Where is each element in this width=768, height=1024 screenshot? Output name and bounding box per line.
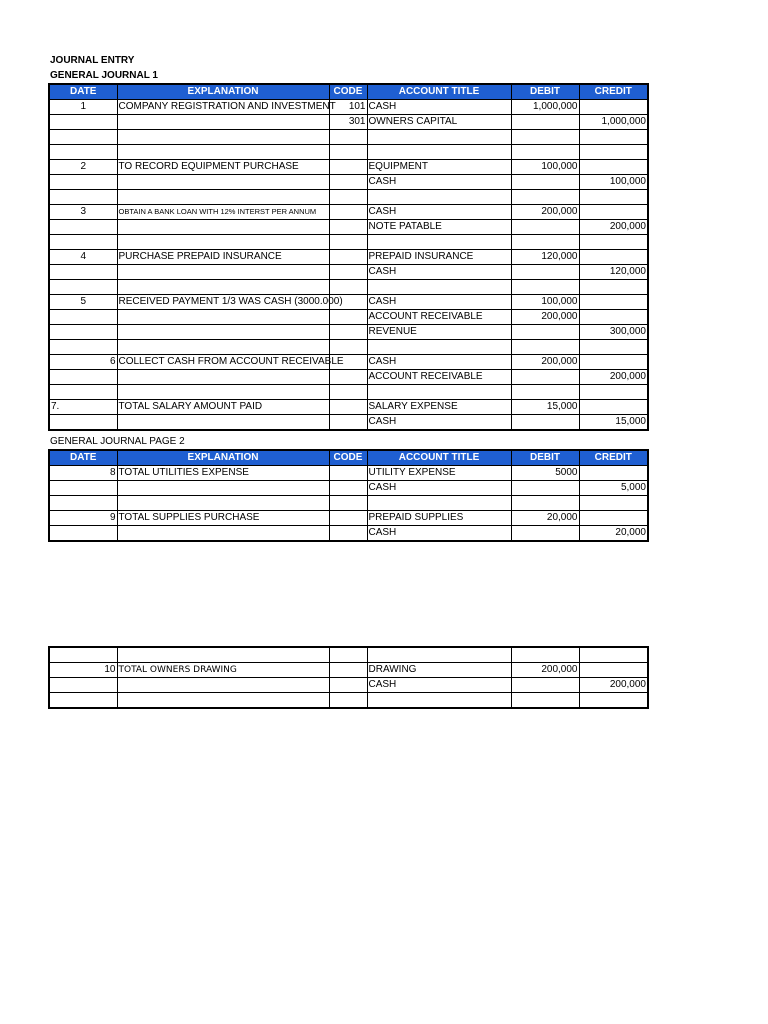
- cell-date[interactable]: [49, 115, 117, 130]
- cell-account-title[interactable]: [367, 496, 511, 511]
- cell-debit[interactable]: [511, 115, 579, 130]
- cell-account-title[interactable]: ACCOUNT RECEIVABLE: [367, 370, 511, 385]
- cell-account-title[interactable]: [367, 280, 511, 295]
- cell-credit[interactable]: [579, 647, 648, 663]
- cell-credit[interactable]: 20,000: [579, 526, 648, 542]
- cell-date[interactable]: [49, 678, 117, 693]
- cell-account-title[interactable]: NOTE PATABLE: [367, 220, 511, 235]
- cell-code[interactable]: [329, 325, 367, 340]
- cell-explanation[interactable]: [117, 325, 329, 340]
- cell-code[interactable]: [329, 310, 367, 325]
- col-header-date: DATE: [49, 84, 117, 100]
- table-row: [49, 250, 648, 265]
- table-row: [49, 310, 648, 325]
- cell-credit[interactable]: 100,000: [579, 175, 648, 190]
- cell-explanation[interactable]: OBTAIN A BANK LOAN WITH 12% INTERST PER ANNUM: [117, 205, 329, 220]
- cell-date[interactable]: [49, 496, 117, 511]
- table-row: [49, 175, 648, 190]
- cell-account-title[interactable]: [367, 190, 511, 205]
- cell-date[interactable]: 3: [49, 205, 117, 220]
- general-journal-1-title: GENERAL JOURNAL 1: [50, 70, 158, 81]
- cell-explanation[interactable]: [117, 385, 329, 400]
- cell-account-title[interactable]: [367, 340, 511, 355]
- cell-date[interactable]: [49, 235, 117, 250]
- cell-account-title[interactable]: CASH: [367, 205, 511, 220]
- table-row: [49, 100, 648, 115]
- cell-debit[interactable]: [511, 647, 579, 663]
- cell-debit[interactable]: 100,000: [511, 160, 579, 175]
- general-journal-3-table: [48, 646, 649, 709]
- cell-explanation[interactable]: [117, 190, 329, 205]
- cell-account-title[interactable]: CASH: [367, 265, 511, 280]
- cell-code[interactable]: 101: [329, 100, 367, 115]
- cell-credit[interactable]: [579, 145, 648, 160]
- cell-credit[interactable]: [579, 280, 648, 295]
- table-row: [49, 663, 648, 678]
- cell-code[interactable]: [329, 415, 367, 431]
- cell-credit[interactable]: [579, 400, 648, 415]
- cell-code[interactable]: [329, 647, 367, 663]
- cell-credit[interactable]: [579, 340, 648, 355]
- cell-code[interactable]: [329, 160, 367, 175]
- general-journal-2-title: GENERAL JOURNAL PAGE 2: [50, 436, 185, 447]
- cell-account-title[interactable]: PREPAID SUPPLIES: [367, 511, 511, 526]
- col-header-credit: CREDIT: [579, 84, 648, 100]
- table-row: [49, 526, 648, 542]
- table-row: [49, 678, 648, 693]
- general-journal-2-table: [48, 449, 649, 542]
- cell-debit[interactable]: 20,000: [511, 511, 579, 526]
- cell-debit[interactable]: [511, 220, 579, 235]
- cell-code[interactable]: [329, 340, 367, 355]
- cell-explanation[interactable]: TOTAL UTILITIES EXPENSE: [117, 466, 329, 481]
- cell-code[interactable]: [329, 280, 367, 295]
- table-row: [49, 415, 648, 431]
- cell-credit[interactable]: 200,000: [579, 678, 648, 693]
- journal-2-body: [49, 466, 648, 542]
- col-header-debit: DEBIT: [511, 84, 579, 100]
- table-row: [49, 385, 648, 400]
- cell-code[interactable]: [329, 678, 367, 693]
- cell-date[interactable]: [49, 415, 117, 431]
- table-row: [49, 693, 648, 709]
- table-row: [49, 355, 648, 370]
- cell-explanation[interactable]: [117, 235, 329, 250]
- cell-debit[interactable]: [511, 175, 579, 190]
- cell-code[interactable]: [329, 693, 367, 709]
- cell-debit[interactable]: [511, 130, 579, 145]
- cell-code[interactable]: [329, 481, 367, 496]
- cell-debit[interactable]: 200,000: [511, 205, 579, 220]
- cell-credit[interactable]: [579, 511, 648, 526]
- cell-explanation[interactable]: [117, 310, 329, 325]
- cell-date[interactable]: 2: [49, 160, 117, 175]
- table-row: [49, 340, 648, 355]
- cell-explanation[interactable]: [117, 496, 329, 511]
- cell-explanation[interactable]: [117, 526, 329, 542]
- journal-3-body: [49, 647, 648, 708]
- col-header-date: DATE: [49, 450, 117, 466]
- cell-explanation[interactable]: [117, 265, 329, 280]
- cell-explanation[interactable]: [117, 175, 329, 190]
- cell-code[interactable]: [329, 370, 367, 385]
- cell-credit[interactable]: 5,000: [579, 481, 648, 496]
- cell-credit[interactable]: 1,000,000: [579, 115, 648, 130]
- cell-explanation[interactable]: TOTAL OWNERS DRAWING: [117, 663, 329, 678]
- cell-debit[interactable]: 1,000,000: [511, 100, 579, 115]
- cell-explanation[interactable]: TO RECORD EQUIPMENT PURCHASE: [117, 160, 329, 175]
- cell-account-title[interactable]: REVENUE: [367, 325, 511, 340]
- cell-debit[interactable]: [511, 693, 579, 709]
- cell-credit[interactable]: [579, 355, 648, 370]
- cell-credit[interactable]: [579, 466, 648, 481]
- cell-account-title[interactable]: CASH: [367, 175, 511, 190]
- cell-account-title[interactable]: CASH: [367, 415, 511, 431]
- cell-account-title[interactable]: ACCOUNT RECEIVABLE: [367, 310, 511, 325]
- cell-credit[interactable]: [579, 693, 648, 709]
- cell-code[interactable]: [329, 663, 367, 678]
- cell-code[interactable]: [329, 220, 367, 235]
- table-row: [49, 647, 648, 663]
- cell-debit[interactable]: 200,000: [511, 663, 579, 678]
- cell-account-title[interactable]: [367, 130, 511, 145]
- cell-account-title[interactable]: DRAWING: [367, 663, 511, 678]
- cell-debit[interactable]: [511, 496, 579, 511]
- cell-debit[interactable]: [511, 265, 579, 280]
- journal-1-body: [49, 100, 648, 431]
- cell-explanation[interactable]: PURCHASE PREPAID INSURANCE: [117, 250, 329, 265]
- cell-account-title[interactable]: EQUIPMENT: [367, 160, 511, 175]
- cell-credit[interactable]: 15,000: [579, 415, 648, 431]
- cell-explanation[interactable]: [117, 280, 329, 295]
- cell-credit[interactable]: [579, 496, 648, 511]
- cell-date[interactable]: 5: [49, 295, 117, 310]
- cell-date[interactable]: [49, 280, 117, 295]
- cell-credit[interactable]: 200,000: [579, 370, 648, 385]
- cell-credit[interactable]: [579, 310, 648, 325]
- table-header-row: [49, 84, 648, 100]
- cell-code[interactable]: [329, 235, 367, 250]
- general-journal-1-table: [48, 83, 649, 431]
- cell-debit[interactable]: [511, 235, 579, 250]
- col-header-account-title: ACCOUNT TITLE: [367, 450, 511, 466]
- cell-code[interactable]: [329, 400, 367, 415]
- table-row: [49, 160, 648, 175]
- cell-credit[interactable]: [579, 235, 648, 250]
- table-row: [49, 325, 648, 340]
- cell-debit[interactable]: [511, 678, 579, 693]
- cell-explanation[interactable]: [117, 678, 329, 693]
- cell-credit[interactable]: 300,000: [579, 325, 648, 340]
- cell-code[interactable]: [329, 511, 367, 526]
- table-row: [49, 265, 648, 280]
- cell-date[interactable]: [49, 220, 117, 235]
- table-row: [49, 115, 648, 130]
- cell-account-title[interactable]: [367, 235, 511, 250]
- cell-explanation[interactable]: [117, 481, 329, 496]
- cell-date[interactable]: 10: [49, 663, 117, 678]
- journal-entry-title: JOURNAL ENTRY: [50, 55, 135, 66]
- col-header-explanation: EXPLANATION: [117, 84, 329, 100]
- cell-code[interactable]: [329, 145, 367, 160]
- cell-date[interactable]: 6: [49, 355, 117, 370]
- cell-debit[interactable]: 200,000: [511, 310, 579, 325]
- cell-credit[interactable]: [579, 190, 648, 205]
- cell-date[interactable]: [49, 145, 117, 160]
- cell-explanation[interactable]: [117, 647, 329, 663]
- cell-account-title[interactable]: CASH: [367, 481, 511, 496]
- cell-debit[interactable]: [511, 481, 579, 496]
- cell-debit[interactable]: 15,000: [511, 400, 579, 415]
- cell-code[interactable]: [329, 205, 367, 220]
- table-row: [49, 295, 648, 310]
- cell-debit[interactable]: [511, 340, 579, 355]
- cell-debit[interactable]: [511, 145, 579, 160]
- cell-explanation[interactable]: [117, 130, 329, 145]
- cell-credit[interactable]: [579, 250, 648, 265]
- cell-credit[interactable]: [579, 160, 648, 175]
- table-row: [49, 400, 648, 415]
- cell-explanation[interactable]: [117, 145, 329, 160]
- cell-code[interactable]: [329, 265, 367, 280]
- table-row: [49, 205, 648, 220]
- table-row: [49, 496, 648, 511]
- cell-credit[interactable]: [579, 295, 648, 310]
- cell-code[interactable]: [329, 250, 367, 265]
- cell-date[interactable]: [49, 481, 117, 496]
- cell-explanation[interactable]: [117, 693, 329, 709]
- cell-date[interactable]: [49, 130, 117, 145]
- cell-explanation[interactable]: [117, 370, 329, 385]
- cell-debit[interactable]: [511, 526, 579, 542]
- cell-explanation[interactable]: [117, 415, 329, 431]
- table-row: [49, 370, 648, 385]
- cell-date[interactable]: [49, 385, 117, 400]
- cell-account-title[interactable]: CASH: [367, 295, 511, 310]
- cell-date[interactable]: [49, 693, 117, 709]
- cell-account-title[interactable]: OWNERS CAPITAL: [367, 115, 511, 130]
- cell-explanation[interactable]: COMPANY REGISTRATION AND INVESTMENT: [117, 100, 329, 115]
- cell-debit[interactable]: 100,000: [511, 295, 579, 310]
- cell-code[interactable]: [329, 130, 367, 145]
- cell-date[interactable]: [49, 647, 117, 663]
- cell-code[interactable]: 301: [329, 115, 367, 130]
- cell-date[interactable]: [49, 325, 117, 340]
- cell-account-title[interactable]: UTILITY EXPENSE: [367, 466, 511, 481]
- cell-explanation[interactable]: [117, 220, 329, 235]
- cell-debit[interactable]: 120,000: [511, 250, 579, 265]
- cell-code[interactable]: [329, 385, 367, 400]
- cell-date[interactable]: [49, 190, 117, 205]
- cell-account-title[interactable]: PREPAID INSURANCE: [367, 250, 511, 265]
- cell-explanation[interactable]: [117, 340, 329, 355]
- cell-code[interactable]: [329, 466, 367, 481]
- cell-debit[interactable]: [511, 415, 579, 431]
- cell-debit[interactable]: [511, 280, 579, 295]
- cell-date[interactable]: 1: [49, 100, 117, 115]
- cell-explanation[interactable]: RECEIVED PAYMENT 1/3 WAS CASH (3000.000): [117, 295, 329, 310]
- cell-account-title[interactable]: [367, 693, 511, 709]
- cell-debit[interactable]: [511, 370, 579, 385]
- col-header-account-title: ACCOUNT TITLE: [367, 84, 511, 100]
- cell-account-title[interactable]: [367, 647, 511, 663]
- table-row: [49, 466, 648, 481]
- cell-debit[interactable]: [511, 190, 579, 205]
- cell-credit[interactable]: [579, 130, 648, 145]
- cell-credit[interactable]: 200,000: [579, 220, 648, 235]
- cell-code[interactable]: [329, 190, 367, 205]
- cell-debit[interactable]: [511, 385, 579, 400]
- cell-credit[interactable]: [579, 100, 648, 115]
- cell-credit[interactable]: 120,000: [579, 265, 648, 280]
- cell-date[interactable]: [49, 526, 117, 542]
- cell-date[interactable]: [49, 175, 117, 190]
- col-header-code: CODE: [329, 84, 367, 100]
- table-row: [49, 130, 648, 145]
- cell-code[interactable]: [329, 175, 367, 190]
- col-header-code: CODE: [329, 450, 367, 466]
- cell-date[interactable]: 9: [49, 511, 117, 526]
- col-header-explanation: EXPLANATION: [117, 450, 329, 466]
- cell-account-title[interactable]: CASH: [367, 355, 511, 370]
- cell-account-title[interactable]: CASH: [367, 100, 511, 115]
- cell-credit[interactable]: [579, 385, 648, 400]
- table-header-row: [49, 450, 648, 466]
- table-row: [49, 511, 648, 526]
- cell-account-title[interactable]: [367, 385, 511, 400]
- cell-account-title[interactable]: CASH: [367, 678, 511, 693]
- cell-date[interactable]: 8: [49, 466, 117, 481]
- cell-date[interactable]: [49, 340, 117, 355]
- cell-debit[interactable]: 200,000: [511, 355, 579, 370]
- col-header-debit: DEBIT: [511, 450, 579, 466]
- table-row: [49, 145, 648, 160]
- cell-date[interactable]: [49, 265, 117, 280]
- table-row: [49, 481, 648, 496]
- cell-account-title[interactable]: SALARY EXPENSE: [367, 400, 511, 415]
- cell-explanation[interactable]: COLLECT CASH FROM ACCOUNT RECEIVABLE: [117, 355, 329, 370]
- col-header-credit: CREDIT: [579, 450, 648, 466]
- cell-account-title[interactable]: CASH: [367, 526, 511, 542]
- cell-date[interactable]: [49, 310, 117, 325]
- cell-credit[interactable]: [579, 205, 648, 220]
- table-row: [49, 190, 648, 205]
- cell-explanation[interactable]: [117, 115, 329, 130]
- table-row: [49, 280, 648, 295]
- table-row: [49, 220, 648, 235]
- cell-debit[interactable]: [511, 325, 579, 340]
- cell-code[interactable]: [329, 496, 367, 511]
- cell-debit[interactable]: 5000: [511, 466, 579, 481]
- cell-explanation[interactable]: TOTAL SALARY AMOUNT PAID: [117, 400, 329, 415]
- cell-explanation[interactable]: TOTAL SUPPLIES PURCHASE: [117, 511, 329, 526]
- cell-account-title[interactable]: [367, 145, 511, 160]
- cell-date[interactable]: 4: [49, 250, 117, 265]
- table-row: [49, 235, 648, 250]
- cell-date[interactable]: 7.: [49, 400, 117, 415]
- cell-date[interactable]: [49, 370, 117, 385]
- cell-code[interactable]: [329, 526, 367, 542]
- cell-credit[interactable]: [579, 663, 648, 678]
